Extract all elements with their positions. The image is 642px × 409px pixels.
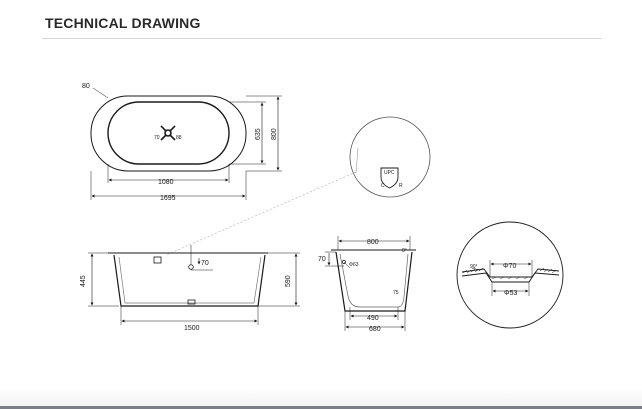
side-floor-width-label: 680 [369,326,381,333]
drain-right-label: 88 [176,135,182,141]
drain-angle-label: 90° [470,264,478,270]
top-view [91,88,282,200]
front-drain-offset-label: 70 [201,260,209,267]
front-height-left-label: 445 [80,275,87,287]
drain-outer-dia-label: Φ70 [503,263,517,270]
mark-right-letter: R [399,183,403,189]
side-tub-outline [336,252,412,311]
side-corner-radius-label: 75 [393,290,399,296]
side-base-width-label: 490 [367,315,379,322]
front-length-label: 1500 [184,325,200,332]
inner-width-label: 635 [255,128,262,140]
front-height-right-label: 590 [285,275,292,287]
overall-length-label: 1695 [160,195,176,202]
front-tub-outline [114,255,265,306]
front-view [88,245,300,325]
rim-width-label: 80 [82,83,90,90]
drain-detail [457,222,563,328]
drain-cross-icon [161,126,175,140]
side-depth-label: 70 [318,256,326,263]
drain-left-label: 70 [154,135,160,141]
inner-length-label: 1080 [158,179,174,186]
drain-profile-lower [462,273,559,282]
side-top-width-label: 800 [367,239,379,246]
detail-leader-line [166,172,356,255]
detail-circle [166,117,430,255]
overflow-icon [154,257,161,263]
page-title: TECHNICAL DRAWING [45,15,201,31]
front-drain-icon [189,265,194,270]
mark-left-letter: C [381,183,385,189]
overall-width-label: 800 [271,128,278,140]
side-rim-angle-label: 8° [402,248,407,254]
drain-inner-dia-label: Φ53 [504,290,518,297]
side-drain-dia-label: Φ63 [349,262,359,268]
upc-mark-text: UPC [384,170,395,176]
drain-profile-upper [462,269,559,277]
